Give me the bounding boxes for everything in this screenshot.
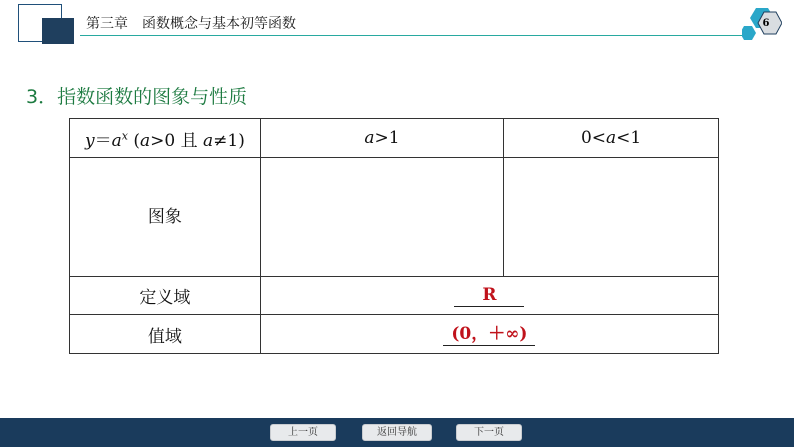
- func-equals: ＝: [94, 130, 112, 151]
- graph-label: 图象: [147, 207, 182, 227]
- case2-var: a: [606, 128, 617, 148]
- domain-answer: R: [454, 284, 524, 307]
- range-answer-cell: [260, 315, 718, 354]
- section-title: 3．指数函数的图象与性质: [26, 86, 248, 108]
- range-row: [70, 315, 719, 354]
- domain-label: 定义域: [70, 277, 261, 315]
- graph-cell-a-lt-1: [504, 158, 719, 277]
- graph-label-cell: [70, 158, 261, 277]
- domain-answer-cell: [260, 277, 718, 315]
- function-definition-cell: [70, 119, 261, 158]
- range-answer: (0，＋∞): [443, 323, 535, 346]
- func-var-y: y: [84, 130, 95, 151]
- graph-cell-a-gt-1: [260, 158, 503, 277]
- func-cond-a1: a: [139, 130, 151, 151]
- prev-page-button[interactable]: 上一页: [270, 424, 336, 441]
- func-exponent: x: [121, 128, 128, 142]
- func-cond-ne1: ≠1): [213, 130, 245, 151]
- case2-pre: 0<: [580, 128, 607, 148]
- case-a-gt-1-header: [260, 119, 503, 158]
- case1-var: a: [364, 128, 375, 148]
- case2-post: <1: [616, 128, 642, 148]
- domain-row: [70, 277, 719, 315]
- page-number: 6: [762, 18, 770, 29]
- case-a-between-0-1-header: [504, 119, 719, 158]
- exp-function-table: [69, 118, 719, 354]
- back-to-nav-button[interactable]: 返回导航: [362, 424, 432, 441]
- func-cond-gt0: >0 且: [150, 130, 203, 151]
- func-cond-a2: a: [203, 130, 214, 151]
- graph-row: [70, 158, 719, 277]
- chapter-title: 第三章 函数概念与基本初等函数: [86, 16, 296, 32]
- range-label: 值域: [70, 315, 261, 354]
- func-base: a: [111, 130, 122, 151]
- header-logo-block: [42, 18, 74, 44]
- func-cond-open: (: [127, 130, 140, 151]
- next-page-button[interactable]: 下一页: [456, 424, 522, 441]
- header-divider: [80, 35, 752, 36]
- case1-cond: >1: [374, 128, 400, 148]
- table-header-row: [70, 119, 719, 158]
